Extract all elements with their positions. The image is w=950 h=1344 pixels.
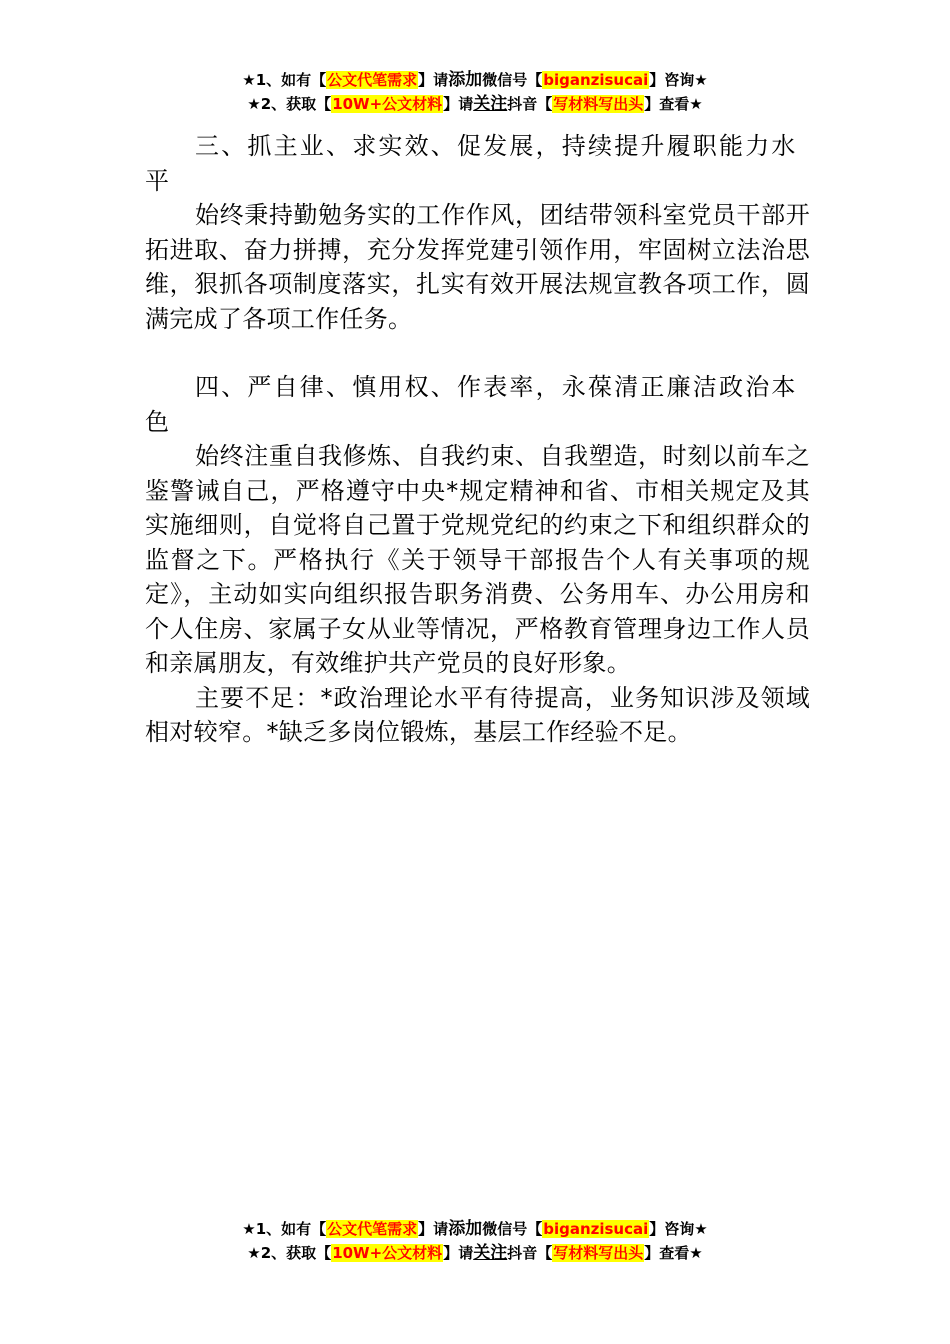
header-banner — [0, 68, 950, 116]
footer-line-2-prefix: ★2、获取【 — [247, 1244, 332, 1262]
header-line-2 — [0, 92, 950, 116]
paragraph-spacer — [145, 336, 810, 370]
footer-add-emphasis: 添加 — [448, 1219, 483, 1239]
header-line-1-middle-a: 】请 — [418, 71, 449, 89]
header-service-highlight: 公文代笔需求 — [327, 71, 418, 89]
section-4-heading: 四、严自律、慎用权、作表率，永葆清正廉洁政治本色 — [145, 373, 798, 436]
header-line-1-middle-b: 微信号【 — [482, 71, 543, 89]
footer-line-2-middle-b: 抖音【 — [507, 1244, 553, 1262]
header-line-1-prefix: ★1、如有【 — [242, 71, 327, 89]
footer-line-1-prefix: ★1、如有【 — [242, 1220, 327, 1238]
footer-service-highlight: 公文代笔需求 — [327, 1220, 418, 1238]
header-add-emphasis: 添加 — [448, 70, 483, 90]
header-wechat-id-highlight: biganzisucai — [543, 71, 649, 89]
footer-wechat-id-highlight: biganzisucai — [543, 1220, 649, 1238]
section-4-paragraph: 始终注重自我修炼、自我约束、自我塑造，时刻以前车之鉴警诫自己，严格遵守中央*规定精神和省、市相关规定及其实施细则，自觉将自己置于党规党纪的约束之下和组织群众的监督之下。严格执行《关于领导干部报告个人有关事项的规定》，主动如实向组织报告职务消费、公务用车、办公用房和个人住房、家属子女从业等情况，严格教育管理身边工作人员和亲属朋友，有效维护共产党员的良好形象。 — [145, 442, 810, 677]
header-materials-highlight: 10W+公文材料 — [332, 95, 443, 113]
shortcomings-paragraph: 主要不足：*政治理论水平有待提高，业务知识涉及领域相对较窄。*缺乏多岗位锻炼，基层工作经验不足。 — [145, 683, 810, 746]
footer-line-1-middle-b: 微信号【 — [482, 1220, 543, 1238]
section-3-paragraph: 始终秉持勤勉务实的工作作风，团结带领科室党员干部开拓进取、奋力拼搏，充分发挥党建引领作用，牢固树立法治思维，狠抓各项制度落实，扎实有效开展法规宣教各项工作，圆满完成了各项工作任务。 — [145, 201, 810, 333]
footer-douyin-id-highlight: 写材料写出头 — [553, 1244, 644, 1262]
footer-line-2 — [0, 1241, 950, 1265]
section-3-heading: 三、抓主业、求实效、促发展，持续提升履职能力水平 — [145, 132, 798, 195]
footer-line-1 — [0, 1217, 950, 1241]
header-line-2-prefix: ★2、获取【 — [247, 95, 332, 113]
footer-line-1-middle-a: 】请 — [418, 1220, 449, 1238]
footer-banner — [0, 1217, 950, 1265]
header-line-2-suffix: 】查看★ — [644, 95, 703, 113]
footer-line-2-suffix: 】查看★ — [644, 1244, 703, 1262]
footer-materials-highlight: 10W+公文材料 — [332, 1244, 443, 1262]
document-body — [145, 129, 810, 750]
footer-line-2-middle-a: 】请 — [443, 1244, 474, 1262]
footer-follow-emphasis: 关注 — [473, 1243, 508, 1263]
header-line-1-suffix: 】咨询★ — [649, 71, 708, 89]
header-line-2-middle-a: 】请 — [443, 95, 474, 113]
header-line-1 — [0, 68, 950, 92]
header-douyin-id-highlight: 写材料写出头 — [553, 95, 644, 113]
footer-line-1-suffix: 】咨询★ — [649, 1220, 708, 1238]
header-line-2-middle-b: 抖音【 — [507, 95, 553, 113]
header-follow-emphasis: 关注 — [473, 94, 508, 114]
